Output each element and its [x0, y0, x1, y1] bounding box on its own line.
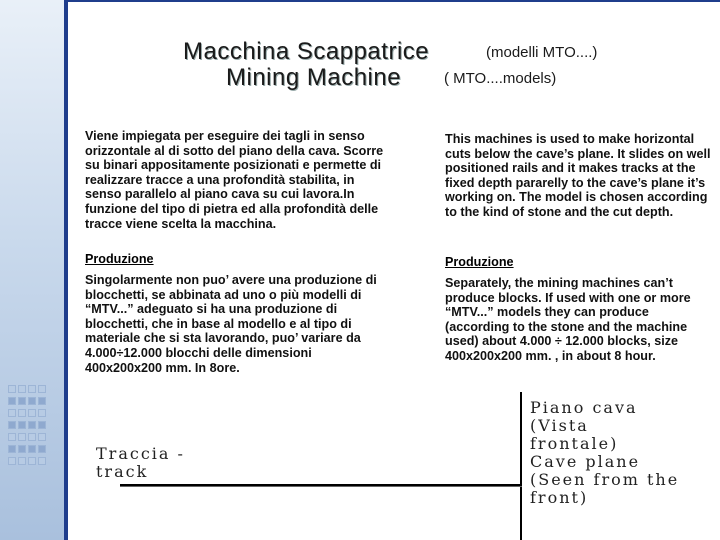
production-italian: Singolarmente non puo’ avere una produzione di blocchetti, se abbinata ad uno o più modelli di “MTV...” adeguato si ha una produzione di blocchetti, che in base al modello e al tipo di materiale che si sta lavorando, puo’ variare da 4.000÷12.000 blocchi delle dimensioni 400x200x200 mm. In 8ore.	[85, 273, 377, 375]
sidebar-grid-decoration	[8, 416, 48, 424]
sidebar-grid-decoration	[8, 428, 48, 436]
diagram-label-right-6: front)	[530, 488, 589, 507]
sidebar-grid-decoration	[8, 392, 48, 400]
diagram-label-right-4: Cave plane	[530, 452, 641, 471]
section-heading-right: Produzione	[445, 255, 514, 269]
intro-english: This machines is used to make horizontal cuts below the cave’s plane. It slides on well positioned rails and it makes tracks at the fixed depth pararelly to the cave’s plane it’s working on. The model is chosen according to the kind of stone and the cut depth.	[445, 132, 711, 219]
diagram-label-right-5: (Seen from the	[530, 470, 680, 489]
subtitle-english: ( MTO....models)	[444, 70, 557, 87]
diagram-vertical-line	[520, 392, 522, 540]
diagram-label-right-3: frontale)	[530, 434, 619, 453]
sidebar-grid-decoration	[8, 440, 48, 448]
title-italian: Macchina Scappatrice	[183, 38, 430, 65]
diagram-label-left-2: track	[96, 462, 149, 481]
diagram-label-right-1: Piano cava	[530, 398, 638, 417]
production-english: Separately, the mining machines can’t produce blocks. If used with one or more “MTV...” models they can produce (according to the stone and the machine used) about 4.000 ÷ 12.000 blocks, size 400x200x200 mm. , in about 8 hour.	[445, 276, 691, 363]
top-rule	[68, 0, 720, 2]
diagram-label-left-1: Traccia -	[96, 444, 185, 463]
diagram-bottom-shadow	[120, 486, 522, 487]
section-heading-left: Produzione	[85, 252, 154, 266]
subtitle-italian: (modelli MTO....)	[486, 44, 598, 61]
sidebar-border	[64, 0, 68, 540]
left-sidebar-decoration	[0, 0, 64, 540]
intro-italian: Viene impiegata per eseguire dei tagli in senso orizzontale al di sotto del piano della cava. Scorre su binari appositamente posizionati e permette di realizzare tracce a una profondità stabilita, in senso parallelo al piano cava su cui lavora.In funzione del tipo di pietra ed alla profondità delle tracce viene scelta la macchina.	[85, 129, 384, 231]
title-english: Mining Machine	[226, 64, 402, 91]
diagram-label-right-2: (Vista	[530, 416, 589, 435]
sidebar-grid-decoration	[8, 380, 48, 388]
sidebar-grid-decoration	[8, 452, 48, 460]
sidebar-grid-decoration	[8, 404, 48, 412]
